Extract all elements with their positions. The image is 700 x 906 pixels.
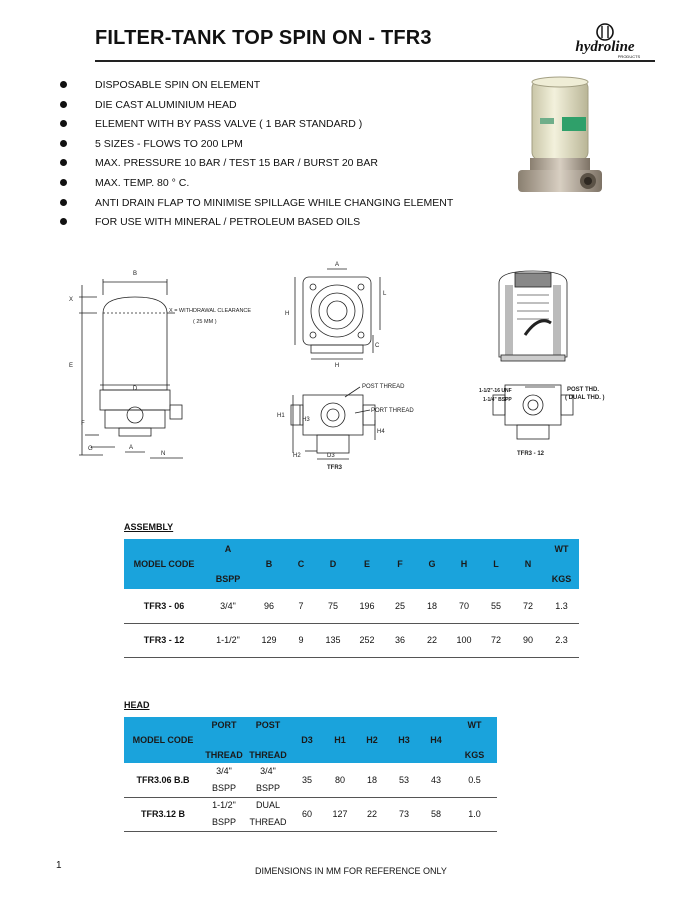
bullet-icon: [60, 199, 67, 206]
assembly-header-row: [124, 539, 579, 589]
header-h1: H1: [324, 717, 356, 763]
bullet-icon: [60, 179, 67, 186]
header-a: A BSPP: [204, 539, 252, 589]
header-f: F: [384, 539, 416, 589]
header-c: C: [286, 539, 316, 589]
svg-text:POST THD.: POST THD.: [567, 387, 600, 393]
header-post-thread: POST THREAD: [246, 717, 290, 763]
header-h4: H4: [420, 717, 452, 763]
svg-text:1-1/4" BSPP: 1-1/4" BSPP: [483, 397, 512, 403]
footer-note: DIMENSIONS IN MM FOR REFERENCE ONLY: [255, 866, 447, 876]
svg-text:B: B: [132, 271, 138, 277]
feature-item: DISPOSABLE SPIN ON ELEMENT: [60, 78, 453, 98]
header-d3: D3: [290, 717, 324, 763]
header-l: L: [480, 539, 512, 589]
feature-item: MAX. PRESSURE 10 BAR / TEST 15 BAR / BURST 20 BAR: [60, 156, 453, 176]
svg-text:A: A: [129, 445, 134, 451]
feature-item: MAX. TEMP. 80 ° C.: [60, 176, 453, 196]
table-row: TFR3 - 12 1-1/2" 129 9 135 252 36 22 100 72 90 2.3: [124, 623, 579, 657]
bullet-icon: [60, 81, 67, 88]
header-h: H: [448, 539, 480, 589]
logo-text: hydroline: [575, 39, 635, 55]
svg-text:H1: H1: [277, 413, 285, 419]
svg-text:C: C: [375, 343, 380, 349]
top-view: [295, 269, 380, 359]
svg-text:E: E: [69, 363, 74, 369]
svg-text:N: N: [161, 451, 166, 457]
bullet-icon: [60, 159, 67, 166]
svg-text:H3: H3: [302, 417, 310, 423]
head-section-title: HEAD: [124, 700, 150, 710]
header-port-thread: PORT THREAD: [202, 717, 246, 763]
svg-text:( DUAL THD. ): ( DUAL THD. ): [565, 395, 605, 401]
header-b: B: [252, 539, 286, 589]
header-d: D: [316, 539, 350, 589]
hydroline-logo: [555, 20, 655, 60]
feature-item: 5 SIZES - FLOWS TO 200 LPM: [60, 137, 453, 157]
header-e: E: [350, 539, 384, 589]
svg-text:X: X: [69, 297, 74, 303]
header-g: G: [416, 539, 448, 589]
bullet-icon: [60, 101, 67, 108]
svg-text:PORT THREAD: PORT THREAD: [371, 408, 414, 414]
page-number: 1: [56, 860, 62, 871]
svg-text:A: A: [334, 262, 340, 268]
head-table: [124, 717, 497, 832]
feature-item: FOR USE WITH MINERAL / PETROLEUM BASED OILS: [60, 215, 453, 235]
cutaway-view: [493, 271, 573, 439]
svg-text:H: H: [334, 363, 340, 369]
header-wt: WT KGS: [544, 539, 579, 589]
assembly-table: [124, 539, 579, 658]
table-row: TFR3 - 06 3/4" 96 7 75 196 25 18 70 55 72 1.3: [124, 589, 579, 623]
svg-text:( 25 MM ): ( 25 MM ): [193, 319, 217, 325]
svg-text:TFR3: TFR3: [327, 465, 342, 471]
page-title: FILTER-TANK TOP SPIN ON - TFR3: [95, 27, 432, 49]
header-model-code: MODEL CODE: [124, 717, 202, 763]
header-model-code: MODEL CODE: [124, 539, 204, 589]
bullet-icon: [60, 120, 67, 127]
svg-text:D: D: [132, 386, 138, 392]
svg-text:H2: H2: [293, 453, 301, 459]
bullet-icon: [60, 140, 67, 147]
svg-text:X = WITHDRAWAL CLEARANCE: X = WITHDRAWAL CLEARANCE: [169, 308, 252, 314]
side-view: [79, 279, 183, 458]
svg-text:L: L: [383, 291, 387, 297]
svg-text:POST THREAD: POST THREAD: [362, 384, 405, 390]
title-rule: [95, 60, 655, 62]
header-h3: H3: [388, 717, 420, 763]
product-photo: [510, 72, 620, 197]
feature-item: ELEMENT WITH BY PASS VALVE ( 1 BAR STANDARD ): [60, 117, 453, 137]
table-row: TFR3.12 B 1-1/2" BSPP DUAL THREAD 60 127 22 73 58 1.0: [124, 797, 497, 831]
assembly-section-title: ASSEMBLY: [124, 522, 174, 532]
logo-subtext: PRODUCTS: [617, 54, 641, 59]
table-row: TFR3.06 B.B 3/4" BSPP 3/4" BSPP 35 80 18 53 43 0.5: [124, 763, 497, 797]
bullet-icon: [60, 218, 67, 225]
feature-item: DIE CAST ALUMINIUM HEAD: [60, 98, 453, 118]
svg-text:H: H: [285, 311, 290, 317]
feature-item: ANTI DRAIN FLAP TO MINIMISE SPILLAGE WHILE CHANGING ELEMENT: [60, 196, 453, 216]
svg-text:D3: D3: [327, 453, 335, 459]
head-view: [291, 387, 375, 459]
header-wt: WT KGS: [452, 717, 497, 763]
header-h2: H2: [356, 717, 388, 763]
svg-text:TFR3 - 12: TFR3 - 12: [517, 451, 545, 457]
technical-drawings: [55, 255, 655, 480]
svg-text:1-1/2"-16 UNF: 1-1/2"-16 UNF: [479, 388, 512, 394]
feature-list: [60, 78, 453, 235]
svg-text:F: F: [81, 421, 85, 427]
head-header-row: [124, 717, 497, 763]
header-n: N: [512, 539, 544, 589]
svg-text:G: G: [88, 446, 93, 452]
svg-text:H4: H4: [377, 429, 385, 435]
